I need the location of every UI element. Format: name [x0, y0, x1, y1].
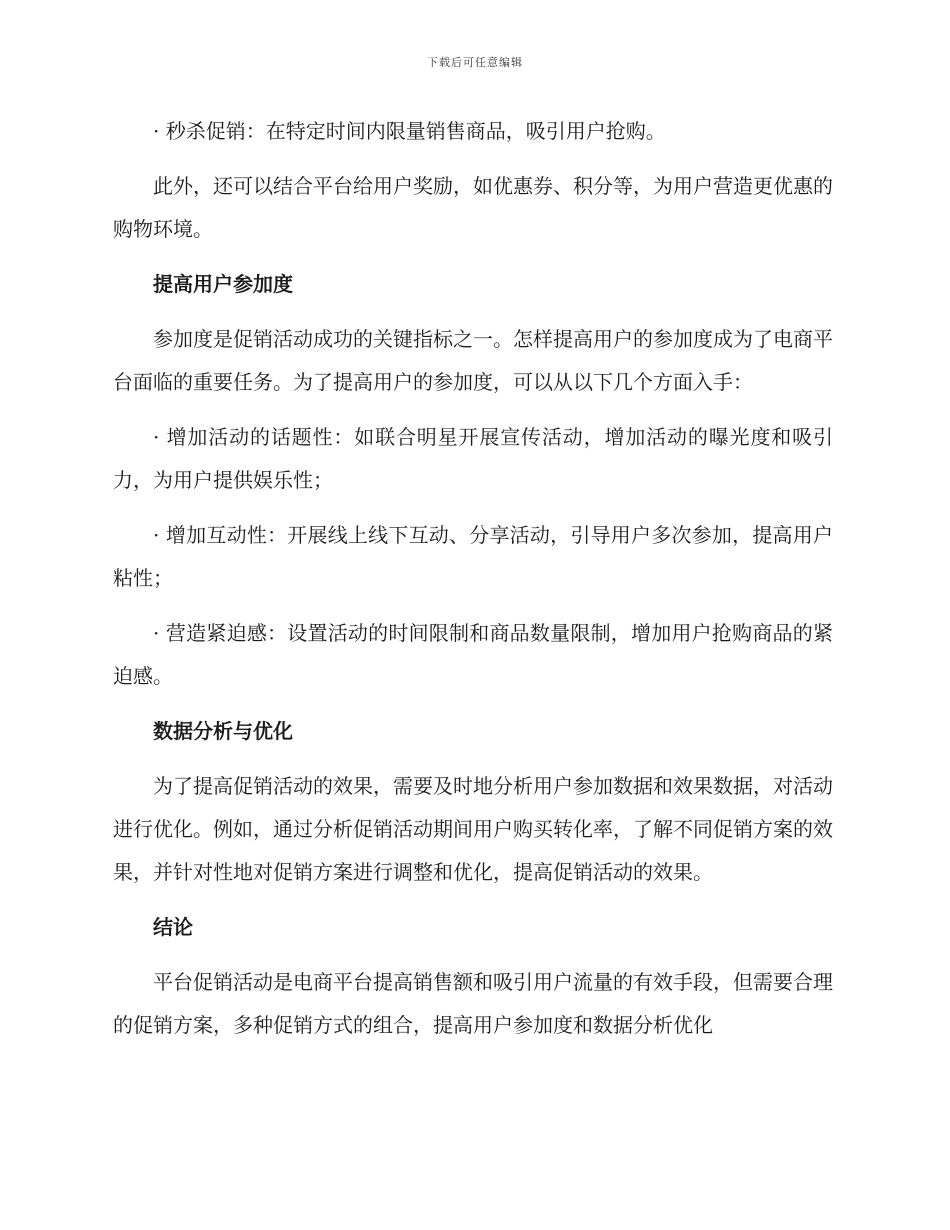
bullet-topicality: · 增加活动的话题性：如联合明星开展宣传活动，增加活动的曝光度和吸引力，为用户提供娱乐性；	[113, 425, 833, 492]
document-body	[113, 110, 833, 1059]
bullet-flash-sale: · 秒杀促销：在特定时间内限量销售商品，吸引用户抢购。	[153, 119, 666, 143]
bullet-interactivity: · 增加互动性：开展线上线下互动、分享活动，引导用户多次参加，提高用户粘性；	[113, 523, 833, 590]
heading-data-analysis: 数据分析与优化	[153, 719, 293, 743]
heading-user-participation: 提高用户参加度	[153, 272, 293, 296]
paragraph-participation: 参加度是促销活动成功的关键指标之一。怎样提高用户的参加度成为了电商平台面临的重要任务。为了提高用户的参加度，可以从以下几个方面入手：	[113, 327, 833, 394]
bullet-urgency: · 营造紧迫感：设置活动的时间限制和商品数量限制，增加用户抢购商品的紧迫感。	[113, 621, 833, 688]
paragraph-data-analysis: 为了提高促销活动的效果，需要及时地分析用户参加数据和效果数据，对活动进行优化。例如，通过分析促销活动期间用户购买转化率，了解不同促销方案的效果，并针对性地对促销方案进行调整和优化，提高促销活动的效果。	[113, 774, 833, 884]
paragraph-conclusion: 平台促销活动是电商平台提高销售额和吸引用户流量的有效手段，但需要合理的促销方案，多种促销方式的组合，提高用户参加度和数据分析优化	[113, 970, 833, 1037]
paragraph-rewards: 此外，还可以结合平台给用户奖励，如优惠券、积分等，为用户营造更优惠的购物环境。	[113, 174, 833, 241]
page-header: 下载后可任意编辑	[427, 56, 523, 69]
heading-conclusion: 结论	[153, 915, 193, 939]
